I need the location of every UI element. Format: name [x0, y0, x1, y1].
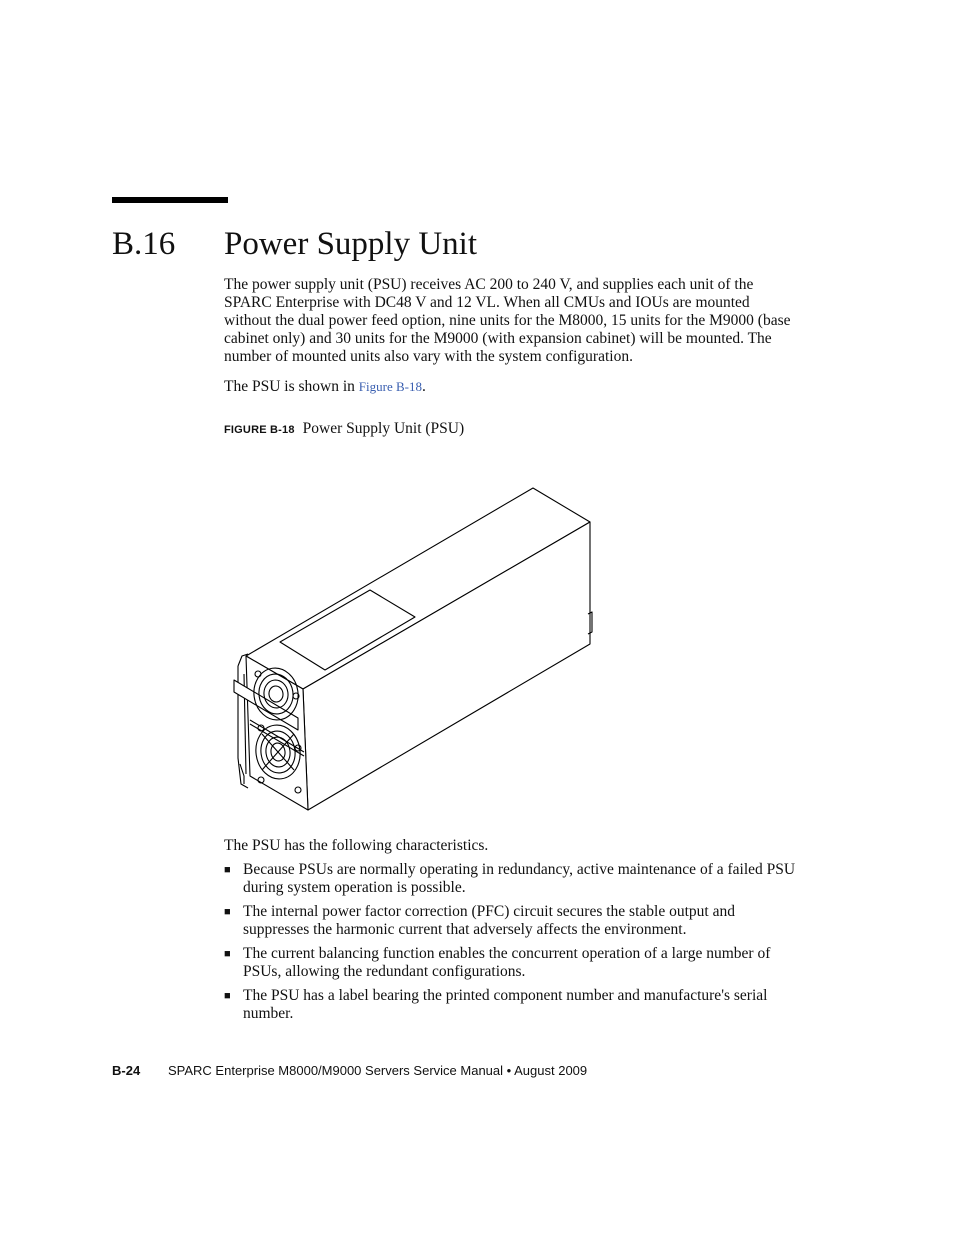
- list-item-text: The current balancing function enables the concurrent operation of a large number of PSUs, allowing the redundant configurations.: [243, 945, 771, 980]
- section-title: Power Supply Unit: [224, 226, 478, 262]
- list-item-text: Because PSUs are normally operating in redundancy, active maintenance of a failed PSU during system operation is possible.: [243, 861, 796, 896]
- list-item: [224, 945, 796, 981]
- section-rule: [112, 197, 228, 203]
- bullet-marker: ■: [224, 948, 231, 960]
- characteristics-list: [224, 861, 796, 1029]
- characteristics-intro: The PSU has the following characteristics.: [224, 837, 489, 854]
- figure-caption: [224, 420, 464, 439]
- figure-reference-paragraph: [224, 378, 796, 396]
- psu-illustration: [228, 484, 600, 814]
- section-number: B.16: [112, 226, 176, 262]
- figure-reference-suffix: .: [421, 378, 426, 395]
- footer-date: August 2009: [514, 1063, 588, 1078]
- bullet-marker: ■: [224, 906, 231, 918]
- figure-label: FIGURE B-18: [224, 424, 295, 436]
- figure-caption-text: Power Supply Unit (PSU): [302, 420, 465, 437]
- bullet-marker: ■: [224, 864, 231, 876]
- list-item: [224, 987, 796, 1023]
- figure-reference-prefix: The PSU is shown in: [224, 378, 359, 395]
- page-footer: [112, 1063, 587, 1079]
- bullet-marker: ■: [224, 990, 231, 1002]
- list-item-text: The internal power factor correction (PFC) circuit secures the stable output and suppresses the harmonic current that adversely affects the environment.: [243, 903, 735, 938]
- list-item-text: The PSU has a label bearing the printed component number and manufacture's serial number.: [243, 987, 768, 1022]
- footer-separator: •: [506, 1063, 512, 1078]
- intro-paragraph: The power supply unit (PSU) receives AC 200 to 240 V, and supplies each unit of the SPARC Enterprise with DC48 V and 12 VL. When all CMUs and IOUs are mounted without the dual power feed option, nine units for the M8000, 15 units for the M9000 (base cabinet only) and 30 units for the M9000 (with expansion cabinet) will be mounted. The number of mounted units also vary with the system configuration.: [224, 276, 791, 365]
- footer-title: SPARC Enterprise M8000/M9000 Servers Service Manual: [168, 1063, 504, 1078]
- figure-link[interactable]: Figure B-18: [358, 379, 422, 394]
- list-item: [224, 861, 796, 897]
- page-number: B-24: [112, 1063, 141, 1078]
- list-item: [224, 903, 796, 939]
